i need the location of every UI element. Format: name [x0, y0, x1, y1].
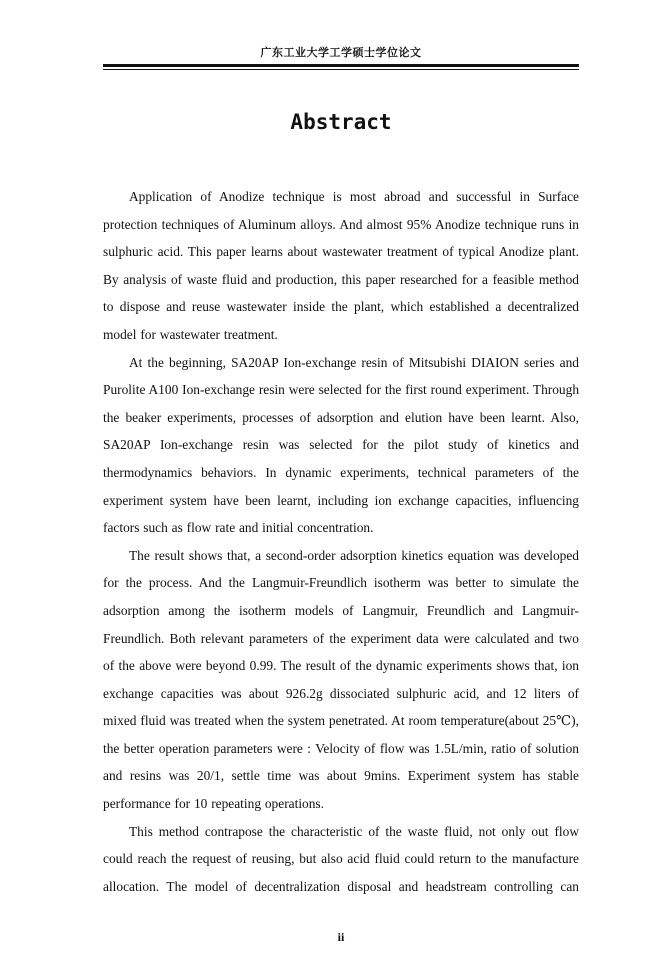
- header-rule-thin: [103, 69, 579, 70]
- abstract-body: [103, 183, 579, 900]
- header-rule-thick: [103, 64, 579, 67]
- page-number: ii: [337, 930, 345, 944]
- abstract-paragraph-2: At the beginning, SA20AP Ion-exchange resin of Mitsubishi DIAION series and Purolite A100 Ion-exchange resin were selected for the first round experiment. Through the beaker experiments, processes of adsorption and elution have been learnt. Also, SA20AP Ion-exchange resin was selected for the pilot study of kinetics and thermodynamics behaviors. In dynamic experiments, technical parameters of the experiment system have been learnt, including ion exchange capacities, influencing factors such as flow rate and initial concentration.: [103, 354, 580, 536]
- abstract-title: Abstract: [290, 110, 392, 134]
- abstract-paragraph-3: The result shows that, a second-order adsorption kinetics equation was developed for the process. And the Langmuir-Freundlich isotherm was better to simulate the adsorption among the isotherm models of Langmuir, Freundlich and Langmuir-Freundlich. Both relevant parameters of the experiment data were calculated and two of the above were beyond 0.99. The result of the dynamic experiments shows that, ion exchange capacities was about 926.2g dissociated sulphuric acid, and 12 liters of mixed fluid was treated when the system penetrated. At room temperature(about 25℃), the better operation parameters were : Velocity of flow was 1.5L/min, ratio of solution and resins was 20/1, settle time was about 9mins. Experiment system has stable performance for 10 repeating operations.: [103, 547, 579, 812]
- abstract-paragraph-4: This method contrapose the characteristic of the waste fluid, not only out flow could reach the request of reusing, but also acid fluid could return to the manufacture allocation. The model of decentralization disposal and headstream controlling can: [103, 823, 579, 894]
- abstract-paragraph-1: Application of Anodize technique is most abroad and successful in Surface protection techniques of Aluminum alloys. And almost 95% Anodize technique runs in sulphuric acid. This paper learns about wastewater treatment of typical Anodize plant. By analysis of waste fluid and production, this paper researched for a feasible method to dispose and reuse wastewater inside the plant, which established a decentralized model for wastewater treatment.: [103, 189, 579, 342]
- running-header: 广东工业大学工学硕士学位论文: [260, 46, 422, 59]
